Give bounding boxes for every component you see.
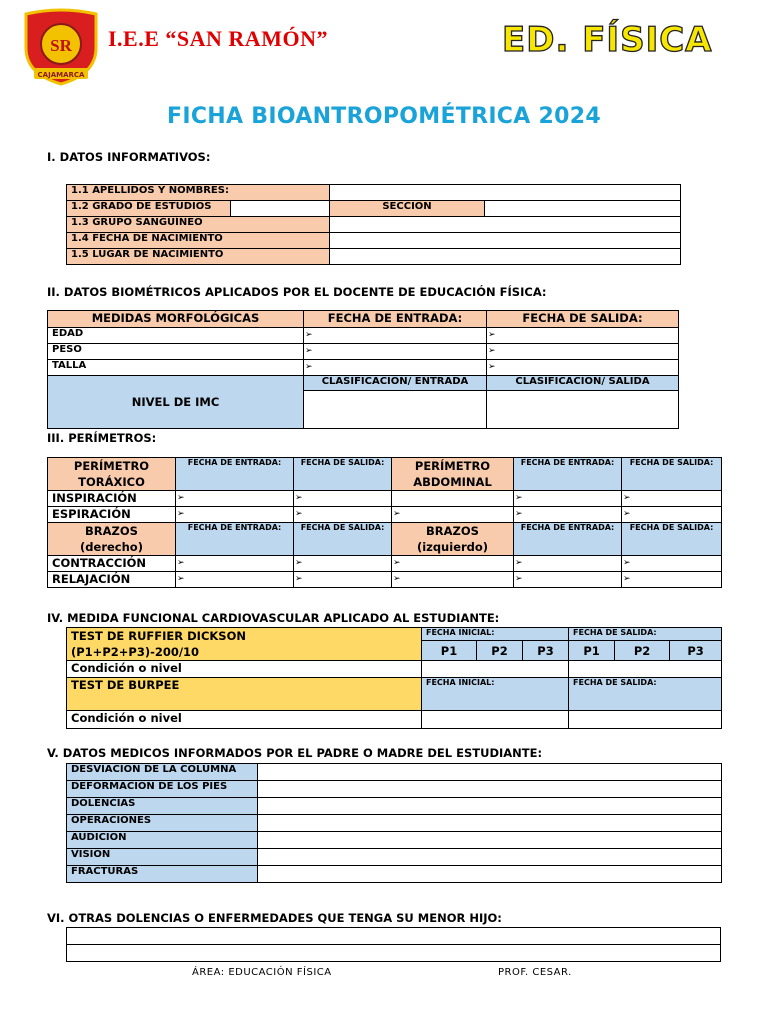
input-abd-salida-2[interactable]: ➢: [622, 507, 722, 523]
input-dolencias[interactable]: [258, 798, 722, 815]
row-relajacion: RELAJACIÓN: [48, 572, 176, 588]
burpee-condicion-in[interactable]: [422, 711, 569, 729]
datos-informativos-table: [66, 184, 681, 265]
toraxico-fecha-salida: FECHA DE SALIDA:: [294, 458, 392, 491]
input-otras-dolencias-1[interactable]: [67, 928, 721, 945]
abdominal-fecha-salida: FECHA DE SALIDA:: [622, 458, 722, 491]
input-contr-entrada[interactable]: ➢: [176, 556, 294, 572]
label-audicion: AUDICIÓN: [67, 832, 258, 849]
ruffier-fecha-inicial: FECHA INICIAL:: [422, 628, 569, 641]
burpee-condicion-out[interactable]: [569, 711, 722, 729]
input-seccion[interactable]: [485, 201, 681, 217]
brazos-derecho-line2: (derecho): [80, 540, 143, 554]
label-grado: 1.2 GRADO DE ESTUDIOS: [67, 201, 231, 217]
input-relaj-izq-entrada[interactable]: ➢: [514, 572, 622, 588]
brazos-derecho-line1: BRAZOS: [85, 524, 138, 538]
input-abd-2[interactable]: ➢: [392, 507, 514, 523]
label-seccion: SECCIÓN: [330, 201, 485, 217]
burpee-condicion-label: Condición o nivel: [67, 711, 422, 729]
label-desviacion-columna: DESVIACIÓN DE LA COLUMNA: [67, 764, 258, 781]
ruffier-fecha-salida: FECHA DE SALIDA:: [569, 628, 722, 641]
ruffier-p2-in: P2: [477, 641, 523, 661]
label-deformacion-pies: DEFORMACIÓN DE LOS PIES: [67, 781, 258, 798]
ruffier-p3-in: P3: [523, 641, 569, 661]
row-inspiracion: INSPIRACIÓN: [48, 491, 176, 507]
row-peso: PESO: [48, 344, 304, 360]
input-peso-entrada[interactable]: ➢: [304, 344, 487, 360]
svg-text:CAJAMARCA: CAJAMARCA: [37, 71, 85, 79]
burpee-fecha-inicial: FECHA INICIAL:: [422, 678, 569, 711]
label-operaciones: OPERACIONES: [67, 815, 258, 832]
input-peso-salida[interactable]: ➢: [487, 344, 679, 360]
input-fracturas[interactable]: [258, 866, 722, 883]
section-6-heading: VI. OTRAS DOLENCIAS O ENFERMEDADES QUE TENGA SU MENOR HIJO:: [47, 911, 502, 925]
input-contr-izq[interactable]: ➢: [392, 556, 514, 572]
input-contr-izq-salida[interactable]: ➢: [622, 556, 722, 572]
brazos-d-fecha-entrada: FECHA DE ENTRADA:: [176, 523, 294, 556]
section-4-heading: IV. MEDIDA FUNCIONAL CARDIOVASCULAR APLICADO AL ESTUDIANTE:: [47, 611, 500, 625]
datos-biometricos-table: [47, 310, 679, 429]
ruffier-condicion-out[interactable]: [569, 661, 722, 678]
footer-prof: PROF. CESAR.: [498, 967, 572, 978]
burpee-test-label: TEST DE BURPEE: [67, 678, 422, 711]
row-talla: TALLA: [48, 360, 304, 376]
input-abd-1[interactable]: [392, 491, 514, 507]
ruffier-p2-out: P2: [615, 641, 670, 661]
input-relaj-izq[interactable]: ➢: [392, 572, 514, 588]
input-relaj-izq-salida[interactable]: ➢: [622, 572, 722, 588]
input-operaciones[interactable]: [258, 815, 722, 832]
input-otras-dolencias-2[interactable]: [67, 945, 721, 962]
brazos-izquierdo-label: [392, 523, 514, 556]
label-vision: VISIÓN: [67, 849, 258, 866]
ruffier-test-label: [67, 628, 422, 661]
input-insp-salida[interactable]: ➢: [294, 491, 392, 507]
input-relaj-entrada[interactable]: ➢: [176, 572, 294, 588]
datos-medicos-table: [66, 763, 722, 883]
input-vision[interactable]: [258, 849, 722, 866]
input-apellidos[interactable]: [330, 185, 681, 201]
input-talla-entrada[interactable]: ➢: [304, 360, 487, 376]
subject-title: ED. FÍSICA: [502, 20, 713, 60]
brazos-izquierdo-line2: (izquierdo): [416, 540, 489, 554]
burpee-fecha-salida: FECHA DE SALIDA:: [569, 678, 722, 711]
input-contr-izq-entrada[interactable]: ➢: [514, 556, 622, 572]
footer-area: ÁREA: EDUCACIÓN FÍSICA: [192, 967, 332, 978]
row-edad: EDAD: [48, 328, 304, 344]
perimetro-abdominal-label: PERÍMETRO ABDOMINAL: [392, 458, 514, 491]
input-abd-entrada-2[interactable]: ➢: [514, 507, 622, 523]
label-dolencias: DOLENCIAS: [67, 798, 258, 815]
input-abd-entrada-1[interactable]: ➢: [514, 491, 622, 507]
ruffier-condicion-in[interactable]: [422, 661, 569, 678]
section-3-heading: III. PERÍMETROS:: [47, 431, 157, 445]
input-grupo-sanguineo[interactable]: [330, 217, 681, 233]
label-fecha-nacimiento: 1.4 FECHA DE NACIMIENTO: [67, 233, 330, 249]
ruffier-p1-out: P1: [569, 641, 615, 661]
ruffier-line2: (P1+P2+P3)-200/10: [71, 645, 200, 659]
input-lugar-nacimiento[interactable]: [330, 249, 681, 265]
toraxico-fecha-entrada: FECHA DE ENTRADA:: [176, 458, 294, 491]
input-edad-entrada[interactable]: ➢: [304, 328, 487, 344]
row-contraccion: CONTRACCIÓN: [48, 556, 176, 572]
section-1-heading: I. DATOS INFORMATIVOS:: [47, 150, 211, 164]
input-abd-salida-1[interactable]: ➢: [622, 491, 722, 507]
ruffier-p3-out: P3: [670, 641, 722, 661]
svg-text:SR: SR: [50, 36, 72, 55]
school-name: I.E.E “SAN RAMÓN”: [108, 26, 328, 51]
input-esp-salida[interactable]: ➢: [294, 507, 392, 523]
col-medidas: MEDIDAS MORFOLÓGICAS: [48, 311, 304, 328]
brazos-i-fecha-salida: FECHA DE SALIDA:: [622, 523, 722, 556]
input-clasificacion-salida[interactable]: [487, 391, 679, 429]
input-desviacion-columna[interactable]: [258, 764, 722, 781]
label-fracturas: FRACTURAS: [67, 866, 258, 883]
cardiovascular-table: [66, 627, 722, 729]
clasificacion-entrada-label: CLASIFICACIÓN/ ENTRADA: [304, 376, 487, 391]
abdominal-fecha-entrada: FECHA DE ENTRADA:: [514, 458, 622, 491]
input-clasificacion-entrada[interactable]: [304, 391, 487, 429]
input-contr-salida[interactable]: ➢: [294, 556, 392, 572]
brazos-izquierdo-line1: BRAZOS: [426, 524, 479, 538]
input-audicion[interactable]: [258, 832, 722, 849]
input-esp-entrada[interactable]: ➢: [176, 507, 294, 523]
input-insp-entrada[interactable]: ➢: [176, 491, 294, 507]
brazos-i-fecha-entrada: FECHA DE ENTRADA:: [514, 523, 622, 556]
brazos-derecho-label: [48, 523, 176, 556]
perimetro-toraxico-label: PERÍMETRO TORÁXICO: [48, 458, 176, 491]
ruffier-line1: TEST DE RUFFIER DICKSON: [71, 629, 246, 643]
clasificacion-salida-label: CLASIFICACIÓN/ SALIDA: [487, 376, 679, 391]
page-title: FICHA BIOANTROPOMÉTRICA 2024: [167, 104, 601, 129]
school-logo: [18, 8, 104, 86]
perimetros-table: [47, 457, 722, 588]
label-apellidos: 1.1 APELLIDOS Y NOMBRES:: [67, 185, 330, 201]
label-grupo-sanguineo: 1.3 GRUPO SANGUÍNEO: [67, 217, 330, 233]
input-talla-salida[interactable]: ➢: [487, 360, 679, 376]
section-2-heading: II. DATOS BIOMÉTRICOS APLICADOS POR EL DOCENTE DE EDUCACIÓN FÍSICA:: [47, 285, 547, 299]
col-fecha-entrada: FECHA DE ENTRADA:: [304, 311, 487, 328]
col-fecha-salida: FECHA DE SALIDA:: [487, 311, 679, 328]
ruffier-p1-in: P1: [422, 641, 477, 661]
nivel-imc-label: NIVEL DE IMC: [48, 376, 304, 429]
section-5-heading: V. DATOS MEDICOS INFORMADOS POR EL PADRE O MADRE DEL ESTUDIANTE:: [47, 746, 543, 760]
row-espiracion: ESPIRACIÓN: [48, 507, 176, 523]
input-edad-salida[interactable]: ➢: [487, 328, 679, 344]
brazos-d-fecha-salida: FECHA DE SALIDA:: [294, 523, 392, 556]
label-lugar-nacimiento: 1.5 LUGAR DE NACIMIENTO: [67, 249, 330, 265]
input-relaj-salida[interactable]: ➢: [294, 572, 392, 588]
ruffier-condicion-label: Condición o nivel: [67, 661, 422, 678]
input-grado[interactable]: [231, 201, 330, 217]
input-fecha-nacimiento[interactable]: [330, 233, 681, 249]
input-deformacion-pies[interactable]: [258, 781, 722, 798]
otras-dolencias-table: [66, 927, 721, 962]
